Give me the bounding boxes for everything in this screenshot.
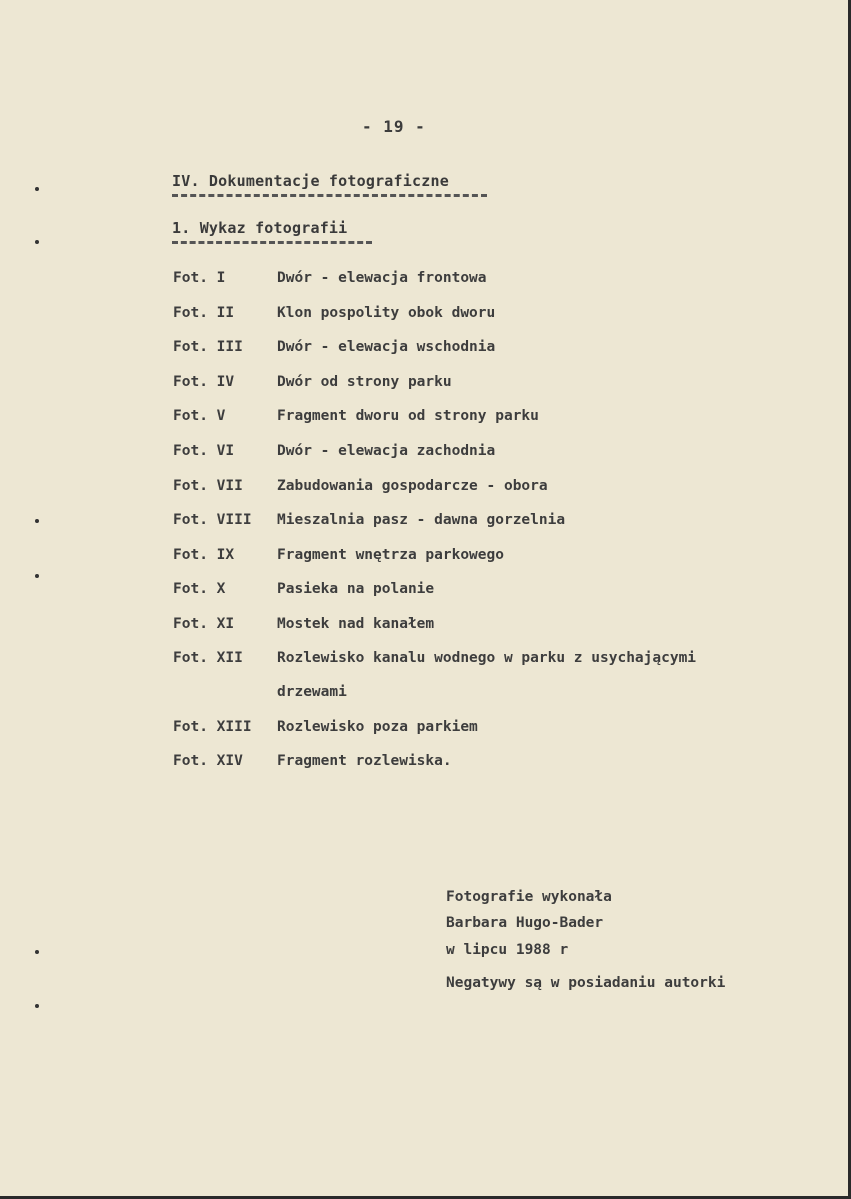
photo-description: Klon pospolity obok dworu — [277, 305, 496, 321]
photo-label: Fot. VII — [173, 478, 243, 494]
hole-punch-mark — [35, 240, 39, 244]
photo-label: Fot. XIV — [173, 753, 243, 769]
page-number: - 19 - — [362, 117, 426, 136]
credits-line-photographer-name: Barbara Hugo-Bader — [446, 915, 604, 931]
photo-label: Fot. X — [173, 581, 226, 597]
photo-description: Fragment wnętrza parkowego — [277, 547, 504, 563]
photo-label: Fot. III — [173, 339, 243, 355]
photo-label: Fot. XII — [173, 650, 243, 666]
photo-description: Fragment rozlewiska. — [277, 753, 452, 769]
subsection-title — [172, 219, 347, 237]
photo-label: Fot. XIII — [173, 719, 252, 735]
photo-description: Zabudowania gospodarcze - obora — [277, 478, 548, 494]
hole-punch-mark — [35, 187, 39, 191]
photo-description: Pasieka na polanie — [277, 581, 435, 597]
hole-punch-mark — [35, 950, 39, 954]
photo-label: Fot. II — [173, 305, 235, 321]
credits-line-date: w lipcu 1988 r — [446, 942, 569, 958]
section-title — [172, 172, 449, 190]
photo-description: Dwór od strony parku — [277, 374, 452, 390]
photo-description: Rozlewisko poza parkiem — [277, 719, 478, 735]
credits-line-negatives: Negatywy są w posiadaniu autorki — [446, 975, 726, 991]
photo-label: Fot. V — [173, 408, 226, 424]
photo-description: Dwór - elewacja zachodnia — [277, 443, 496, 459]
photo-description: Fragment dworu od strony parku — [277, 408, 539, 424]
photo-description: Rozlewisko kanalu wodnego w parku z usychającymi — [277, 650, 697, 666]
photo-description: Dwór - elewacja frontowa — [277, 270, 487, 286]
subsection-title-text: 1. Wykaz fotografii — [172, 219, 348, 237]
photo-description: Mieszalnia pasz - dawna gorzelnia — [277, 512, 566, 528]
photo-label: Fot. IV — [173, 374, 235, 390]
hole-punch-mark — [35, 1004, 39, 1008]
photo-label: Fot. IX — [173, 547, 235, 563]
credits-line-photographer-role: Fotografie wykonała — [446, 889, 612, 905]
photo-label: Fot. VI — [173, 443, 235, 459]
photo-description-continuation: drzewami — [277, 684, 347, 700]
hole-punch-mark — [35, 574, 39, 578]
photo-label: Fot. VIII — [173, 512, 252, 528]
section-title-text: IV. Dokumentacje fotograficzne — [172, 172, 449, 190]
photo-description: Mostek nad kanałem — [277, 616, 435, 632]
photo-label: Fot. XI — [173, 616, 235, 632]
hole-punch-mark — [35, 519, 39, 523]
photo-description: Dwór - elewacja wschodnia — [277, 339, 496, 355]
photo-label: Fot. I — [173, 270, 226, 286]
section-title-underline — [172, 194, 487, 197]
subsection-title-underline — [172, 241, 372, 244]
